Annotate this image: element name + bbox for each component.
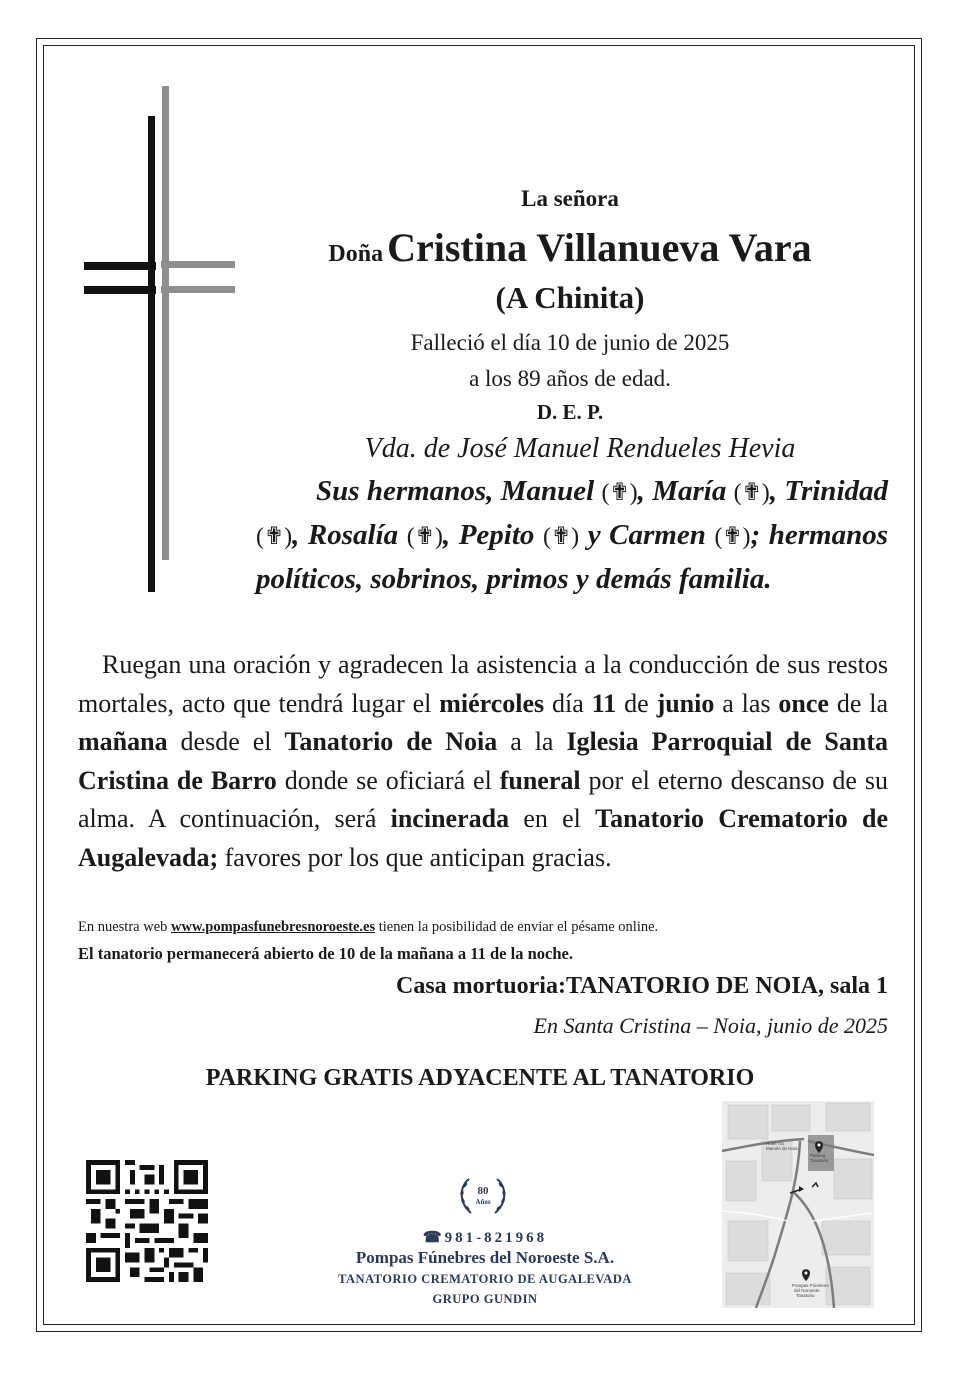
body-bold: miércoles [439, 688, 545, 718]
company-name: Pompas Fúnebres del Noroeste S.A. [355, 1248, 615, 1267]
body-bold: mañana [78, 727, 168, 756]
deceased-cross-icon: (✟) [406, 524, 443, 550]
cross-icon [82, 86, 242, 592]
deceased-name: Cristina Villanueva Vara [387, 225, 812, 270]
intro-text: La señora [521, 186, 619, 211]
funeral-home: Casa mortuoria:TANATORIO DE NOIA, sala 1 [395, 973, 888, 999]
map-label: Parking [810, 1153, 826, 1158]
map-label: Hotel Tia [766, 1141, 784, 1146]
family-text: , María [637, 475, 727, 507]
body-text: en el [509, 804, 596, 833]
body-text: favores por los que anticipan gracias. [218, 842, 612, 872]
body-text: desde el [167, 727, 285, 756]
parking-notice: PARKING GRATIS ADYACENTE AL TANATORIO [205, 1065, 755, 1091]
family-paragraph [256, 470, 888, 600]
anniversary-badge-icon [455, 1173, 511, 1219]
name-prefix: Doña [328, 241, 384, 267]
map-label: Tanatorio [796, 1293, 815, 1298]
note-text: tienen la posibilidad de enviar el pésame online. [375, 919, 659, 935]
body-bold: Iglesia Parroquial de Santa Cristina de Barro [78, 727, 888, 795]
group-name: GRUPO GUNDIN [432, 1292, 538, 1306]
family-text: Sus hermanos, Manuel [316, 475, 595, 507]
map-label: Tanatorio [810, 1158, 829, 1163]
family-text: , Trinidad [769, 475, 888, 507]
nickname: (A Chinita) [495, 280, 645, 315]
body-bold: once [778, 688, 829, 718]
badge-number: 80 [477, 1185, 489, 1197]
map-label: del Noroeste [794, 1288, 820, 1293]
body-bold: Tanatorio de Noia [284, 727, 498, 756]
dep-text: D. E. P. [536, 400, 604, 424]
body-text: por el eterno descanso de su alma. A continuación, será [78, 765, 888, 833]
body-text: de [616, 688, 657, 718]
deceased-cross-icon: (✟) [733, 480, 770, 506]
body-text: a las [714, 688, 779, 718]
body-text: de la [828, 688, 889, 718]
family-text: , Pepito [442, 519, 535, 551]
map-label: Manolo de Noia [766, 1146, 798, 1151]
body-bold: funeral [499, 765, 581, 795]
opening-hours-note: El tanatorio permanecerá abierto de 10 de la mañana a 11 de la noche. [78, 944, 573, 963]
website-link[interactable]: www.pompasfunebresnoroeste.es [171, 919, 376, 935]
body-bold: incinerada [390, 804, 510, 833]
phone-number[interactable]: ☎981-821968 [422, 1230, 548, 1246]
ceremony-paragraph [78, 646, 888, 877]
note-text: En nuestra web [78, 919, 172, 935]
qr-code[interactable] [86, 1160, 208, 1282]
deceased-cross-icon: (✟) [714, 524, 751, 550]
badge-word: Años [475, 1198, 491, 1206]
death-date: Falleció el día 10 de junio de 2025 [410, 330, 730, 355]
family-text: y Carmen [579, 519, 706, 551]
body-bold: 11 [591, 688, 617, 718]
body-bold: Tanatorio Crematorio de Augalevada; [78, 804, 888, 872]
crematorium-name: TANATORIO CREMATORIO DE AUGALEVADA [338, 1272, 632, 1286]
place-date: En Santa Cristina – Noia, junio de 2025 [533, 1013, 888, 1038]
location-map[interactable] [722, 1101, 874, 1308]
age: a los 89 años de edad. [469, 366, 671, 391]
body-text: Ruegan una oración y agradecen la asistencia a la conducción de sus restos mortales, acto que tendrá lugar el [78, 650, 888, 718]
widow-of: Vda. de José Manuel Rendueles Hevia [364, 433, 796, 464]
body-bold: junio [656, 688, 715, 718]
condolence-note [78, 919, 888, 936]
deceased-cross-icon: (✟) [601, 480, 638, 506]
family-text: , Rosalía [292, 519, 399, 551]
body-text: donde se oficiará el [276, 765, 500, 795]
body-text: día [544, 688, 592, 718]
deceased-name-line [250, 224, 890, 271]
family-text: ; hermanos políticos, sobrinos, primos y demás familia. [256, 519, 889, 595]
body-text: a la [497, 727, 567, 756]
deceased-cross-icon: (✟) [256, 524, 293, 550]
map-label: Pompas Fúnebres [792, 1283, 829, 1288]
deceased-cross-icon: (✟) [543, 524, 580, 550]
